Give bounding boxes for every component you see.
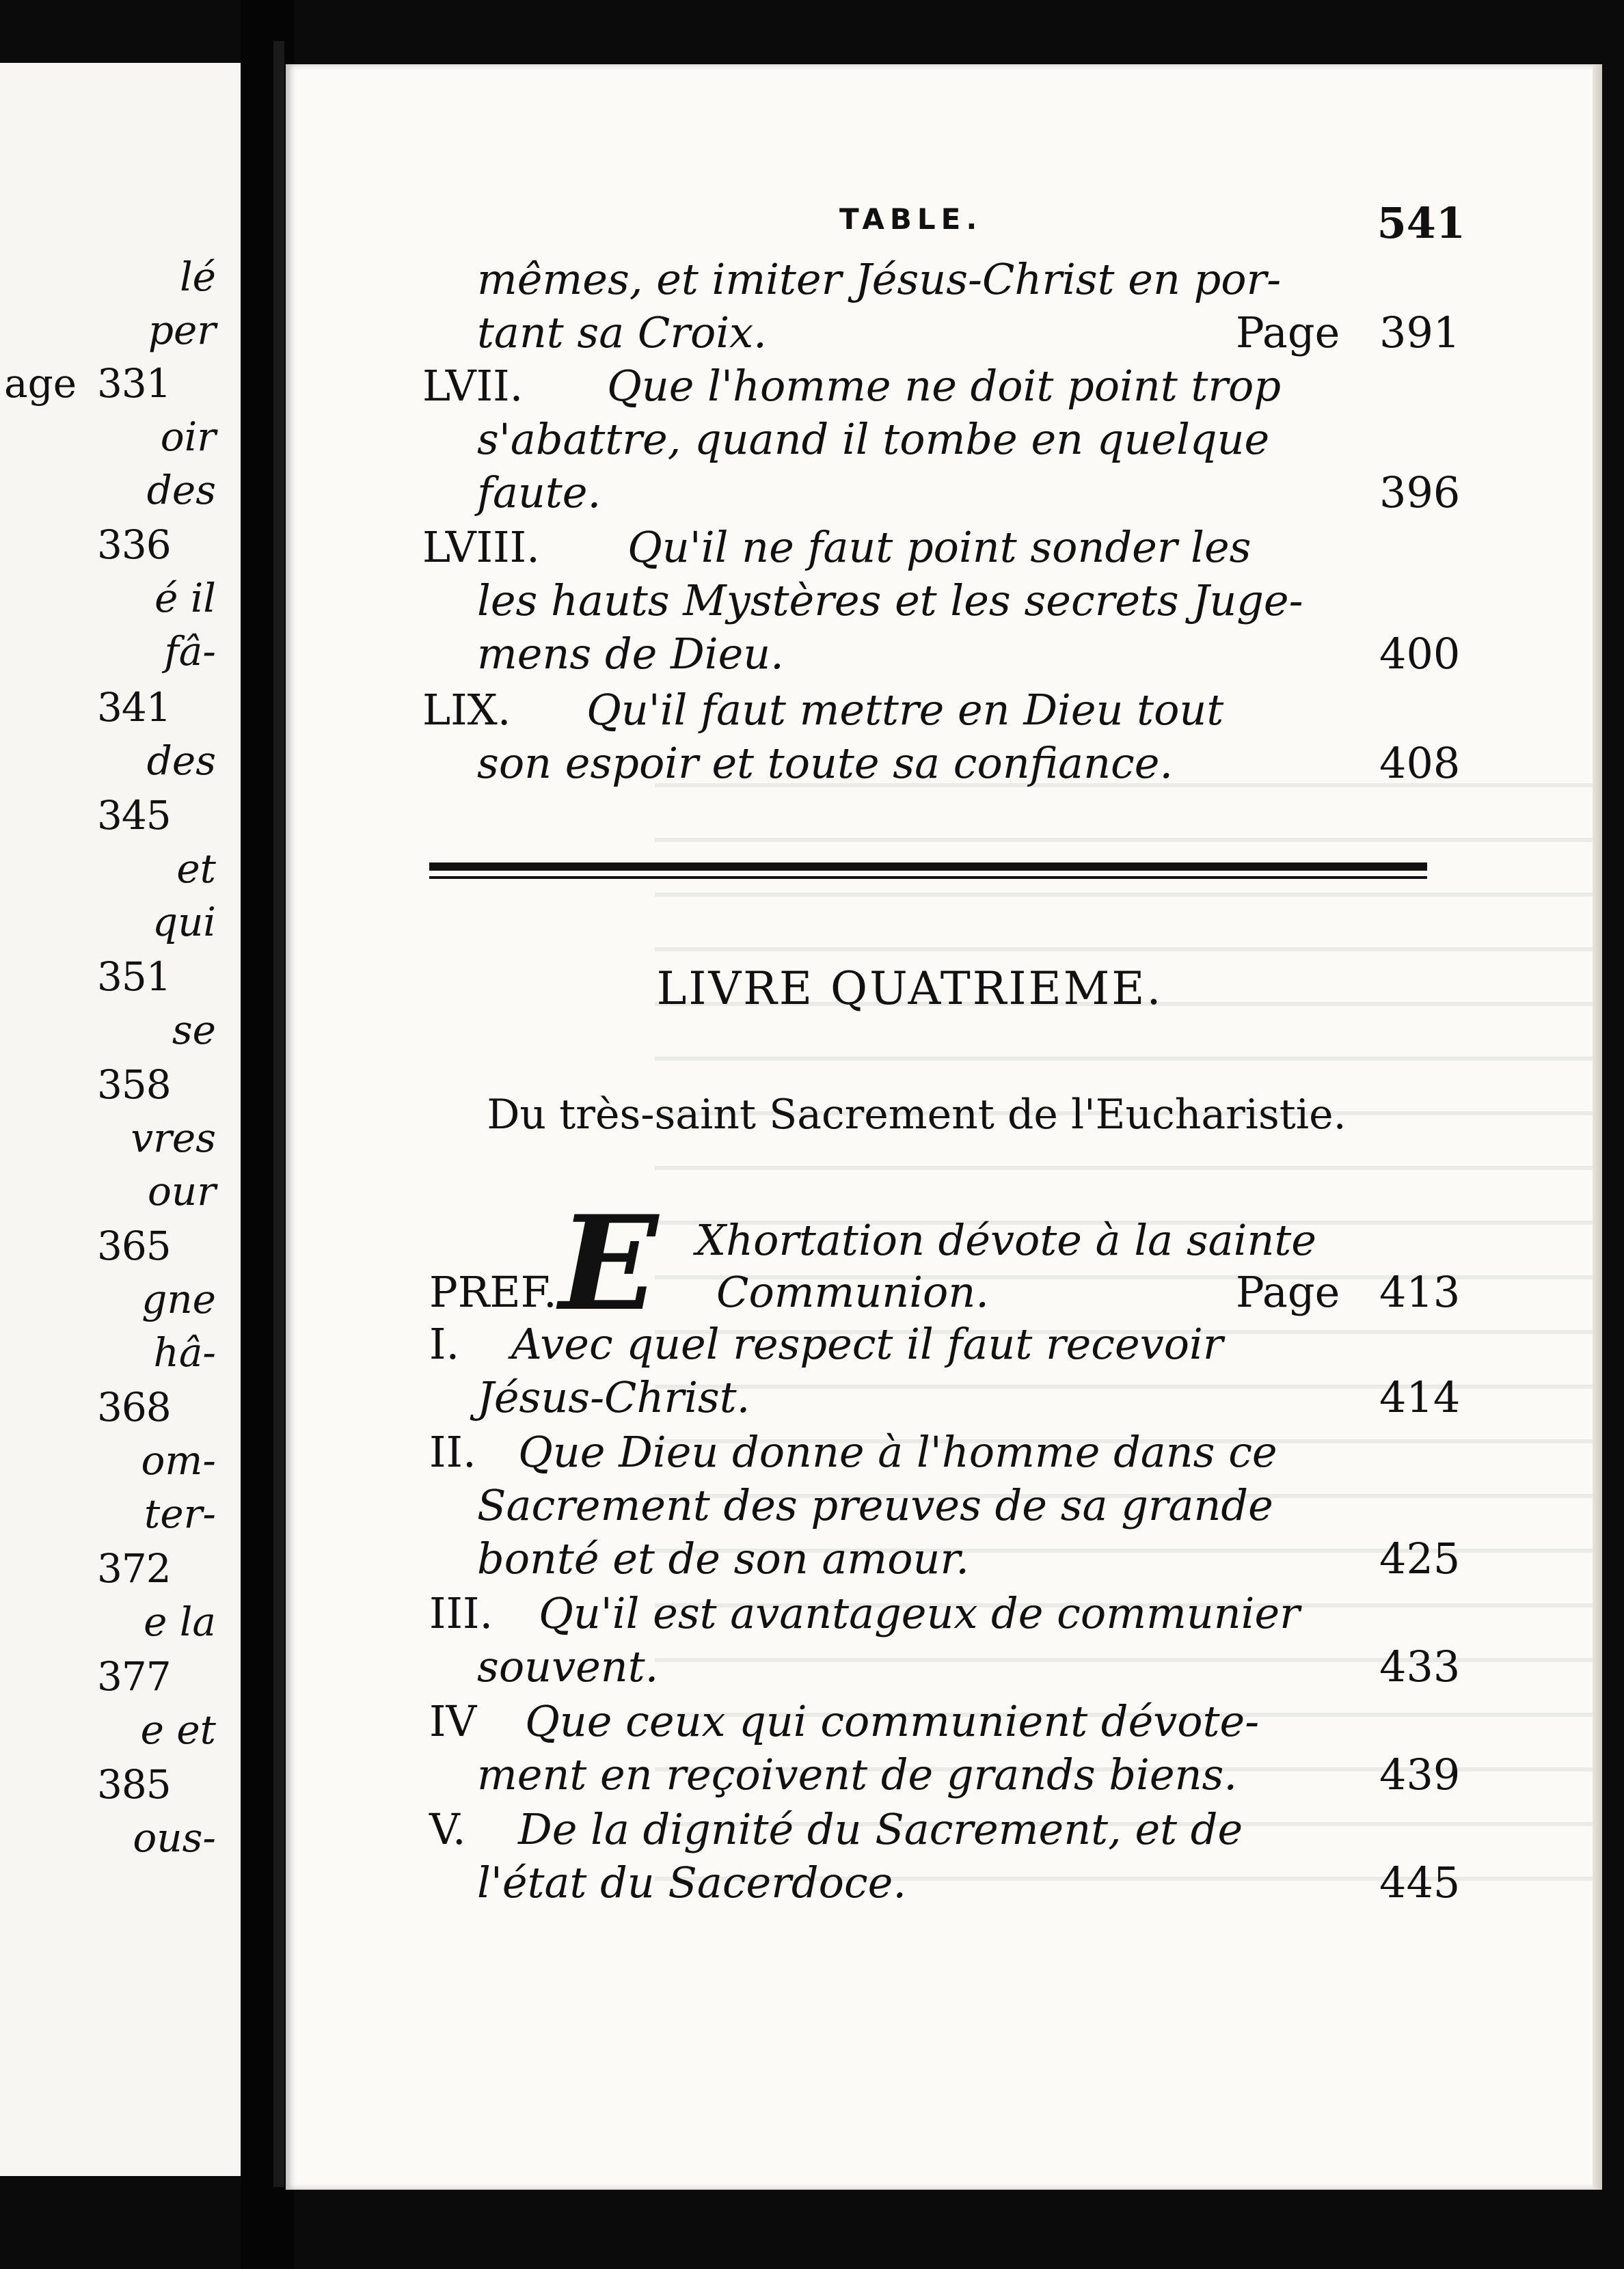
entry-page-number: 391 <box>1379 308 1461 357</box>
running-head-page-number: 541 <box>1377 198 1465 248</box>
left-fragment: é il <box>154 575 216 621</box>
entry-text-line: Communion. <box>716 1267 990 1317</box>
entry-text-line: Qu'il ne faut point sonder les <box>627 522 1251 572</box>
left-page-number: 377 <box>97 1653 171 1700</box>
entry-text-line: Que l'homme ne doit point trop <box>607 361 1282 411</box>
left-page-number: 365 <box>97 1223 171 1269</box>
entry-text-line: les hauts Mystères et les secrets Juge- <box>477 575 1303 625</box>
entry-label: LIX. <box>422 685 511 735</box>
left-fragment: lé <box>180 254 216 300</box>
running-head-title: TABLE. <box>839 202 983 236</box>
entry-label: I. <box>429 1319 460 1369</box>
left-page-number: 358 <box>97 1061 171 1108</box>
left-fragment: qui <box>152 899 216 945</box>
entry-text-line: Que Dieu donne à l'homme dans ce <box>518 1427 1277 1477</box>
entry-text-line: Sacrement des preuves de sa grande <box>477 1480 1273 1530</box>
entry-label: LVII. <box>422 361 524 411</box>
entry-text-line: Avec quel respect il faut recevoir <box>511 1319 1223 1369</box>
entry-text-line: souvent. <box>477 1642 659 1691</box>
left-page-number: 341 <box>97 684 171 731</box>
entry-text-line: faute. <box>477 467 601 517</box>
entry-page-number: 433 <box>1379 1642 1461 1691</box>
left-fragment: e la <box>144 1599 216 1645</box>
section-rule-thick <box>429 862 1427 871</box>
left-fragment: e et <box>140 1707 216 1753</box>
entry-text-line: l'état du Sacerdoce. <box>477 1858 907 1907</box>
entry-page-number: 445 <box>1379 1858 1461 1907</box>
entry-text-line: Xhortation dévote à la sainte <box>696 1215 1316 1265</box>
book-heading: LIVRE QUATRIEME. <box>656 962 1163 1015</box>
entry-text-line: son espoir et toute sa confiance. <box>477 738 1174 788</box>
left-page-number: 345 <box>97 792 171 839</box>
right-page <box>286 64 1602 2190</box>
left-page-number: 368 <box>97 1384 171 1430</box>
entry-page-number: 400 <box>1379 629 1461 679</box>
entry-label: PREF. <box>429 1267 557 1317</box>
left-fragment: om- <box>141 1437 216 1484</box>
entry-page-number: 396 <box>1379 467 1461 517</box>
entry-text-line: Que ceux qui communient dévote- <box>525 1696 1260 1746</box>
entry-text-line: De la dignité du Sacrement, et de <box>518 1804 1243 1854</box>
entry-label: V. <box>429 1804 466 1854</box>
entry-label: II. <box>429 1427 476 1477</box>
page-edge <box>1593 64 1602 2190</box>
left-fragment: per <box>148 307 216 353</box>
left-page-number: 336 <box>97 521 171 568</box>
page-label: Page <box>1236 308 1340 357</box>
entry-label: III. <box>429 1588 493 1638</box>
left-fragment: our <box>148 1168 216 1214</box>
left-fragment: et <box>176 845 216 892</box>
left-fragment: des <box>146 467 216 513</box>
left-fragment: gne <box>141 1276 216 1322</box>
left-page-number: 385 <box>97 1761 171 1808</box>
left-fragment: hâ- <box>153 1329 216 1376</box>
entry-label: LVIII. <box>422 522 540 572</box>
left-fragment: ter- <box>144 1491 216 1537</box>
left-page-number: 351 <box>97 953 171 1000</box>
entry-text-line: mens de Dieu. <box>477 629 784 679</box>
entry-page-number: 413 <box>1379 1267 1461 1317</box>
left-fragment: vres <box>131 1115 216 1161</box>
left-fragment: des <box>146 737 216 784</box>
entry-page-number: 425 <box>1379 1534 1461 1584</box>
entry-label: IV <box>429 1696 477 1746</box>
entry-text-line: s'abattre, quand il tombe en quelque <box>477 414 1270 464</box>
entry-text-line: Jésus-Christ. <box>477 1372 750 1422</box>
running-head <box>286 198 1602 246</box>
gutter-shadow <box>273 41 284 2187</box>
entry-text-line: Qu'il faut mettre en Dieu tout <box>586 685 1224 735</box>
page-label: Page <box>1236 1267 1340 1317</box>
drop-cap: E <box>559 1187 658 1340</box>
left-fragment: oir <box>160 413 216 460</box>
left-page <box>0 63 243 2176</box>
left-fragment: se <box>172 1007 216 1053</box>
left-fragment: ous- <box>133 1815 216 1861</box>
entry-text-line: bonté et de son amour. <box>477 1534 969 1584</box>
left-page-number: 331 <box>97 360 171 407</box>
entry-page-number: 408 <box>1379 738 1461 788</box>
left-page-number: 372 <box>97 1545 171 1592</box>
entry-text-line: mêmes, et imiter Jésus-Christ en por- <box>477 254 1282 304</box>
section-rule-thin <box>429 876 1427 879</box>
left-fragment: age <box>4 360 77 407</box>
entry-page-number: 439 <box>1379 1750 1461 1799</box>
entry-text-line: tant sa Croix. <box>477 308 767 357</box>
entry-text-line: ment en reçoivent de grands biens. <box>477 1750 1238 1799</box>
entry-text-line: Qu'il est avantageux de communier <box>539 1588 1300 1638</box>
left-fragment: fâ- <box>164 628 216 675</box>
entry-page-number: 414 <box>1379 1372 1461 1422</box>
book-subheading: Du très-saint Sacrement de l'Eucharistie. <box>487 1091 1346 1139</box>
